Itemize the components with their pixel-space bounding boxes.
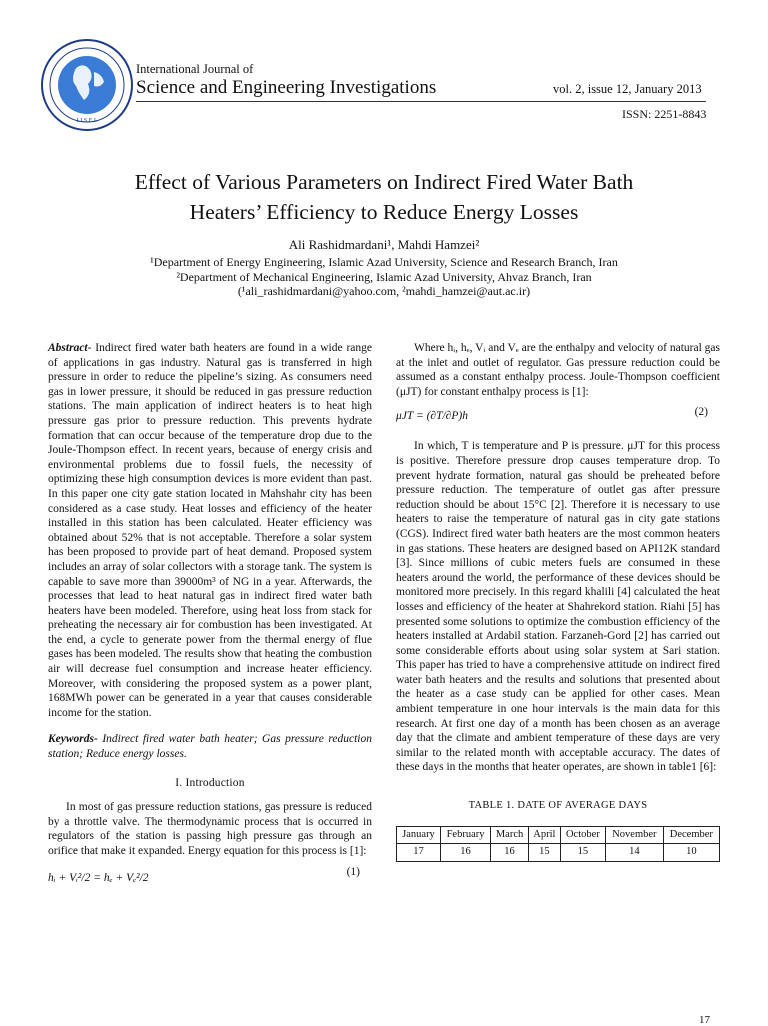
table-1: [396, 826, 720, 862]
table-cell: April: [528, 826, 560, 844]
equation-2: [396, 401, 720, 437]
journal-logo: [40, 38, 134, 132]
table-1-caption: TABLE 1. DATE OF AVERAGE DAYS: [468, 800, 648, 812]
table-row-days: [397, 844, 720, 862]
table-cell: 10: [663, 844, 719, 862]
intro-paragraph: In most of gas pressure reduction stations, gas pressure is reduced by a throttle valve. The thermodynamic process that is occurred in regulators of the station is passing high pressure gas through an orifice that make it expanded. Energy equation for this process is [1]:: [48, 801, 372, 857]
abstract-label: Abstract: [48, 342, 88, 354]
table-cell: October: [560, 826, 605, 844]
equation-1: [48, 861, 372, 897]
table-cell: March: [491, 826, 529, 844]
journal-name-line2: Science and Engineering Investigations: [136, 77, 437, 98]
equation-1-number: (1): [346, 865, 360, 878]
right-column: [396, 341, 720, 862]
keywords: [48, 732, 372, 761]
header-rule: [136, 101, 706, 102]
table-cell: January: [397, 826, 441, 844]
title-line-2: Heaters’ Efficiency to Reduce Energy Losses: [189, 200, 579, 224]
table-cell: 16: [491, 844, 529, 862]
page-number: 17: [699, 1014, 710, 1026]
table-cell: December: [663, 826, 719, 844]
table-cell: 17: [397, 844, 441, 862]
abstract: [48, 341, 372, 720]
table-cell: 15: [528, 844, 560, 862]
table-cell: November: [606, 826, 664, 844]
volume-info: vol. 2, issue 12, January 2013: [553, 82, 702, 96]
issn: ISSN: 2251-8843: [622, 107, 707, 121]
left-column: [48, 341, 372, 899]
table-cell: February: [440, 826, 490, 844]
section-heading-introduction: I. Introduction: [175, 776, 245, 789]
table-cell: 16: [440, 844, 490, 862]
affiliation-1: ¹Department of Energy Engineering, Islamic Azad University, Science and Research Branch, Iran: [150, 255, 618, 269]
keywords-label: Keywords-: [48, 733, 98, 746]
table-cell: 15: [560, 844, 605, 862]
title-line-1: Effect of Various Parameters on Indirect Fired Water Bath: [134, 170, 634, 194]
equation-2-number: (2): [694, 406, 708, 419]
affiliations: [40, 255, 728, 299]
paper-title: [40, 167, 728, 227]
logo-text: I.J.S.E.I.: [76, 118, 98, 124]
right-paragraph-2: In which, T is temperature and P is pressure. μJT for this process is positive. Therefore pressure drop causes temperature drop. To prevent hydrate formation, natural gas should be preheated before pressure reduction. The temperature of outlet gas after pressure reduction should be about 15°C [2]. Therefore it is necessary to use heaters to raise the temperature of natural gas in city gate stations (CGS). Indirect fired water bath heaters are the most common heaters in gas stations. These heaters are designed based on API12K standard [3]. Since millions of cubic meters fuels are consumed in these heaters around the world, the performance of these devices should be monitored more precisely. In this regard khalili [4] calculated the heat losses and efficiency of the heater at Shahrekord station. Riahi [5] has presented some solutions to optimize the combustion efficiency of the heaters installed at Ardabil station. Farzaneh-Gord [2] has carried out some considerable efforts about using solar system at Sari station. This paper has tried to have a comprehensive attitude on indirect fired water bath heaters and the results and solutions that presented about the heater as a case study can be applied for other cases. Mean ambient temperature in one hour intervals is the main data for this research. At first one day of a month has been chosen as an average day that the climate and ambient temperature of these days are very similar to the related month with acceptable accuracy. The dates of these days in the months that heater operates, are shown in table1 [6]:: [396, 440, 720, 774]
authors: Ali Rashidmardani¹, Mahdi Hamzei²: [288, 237, 480, 252]
equation-2-text: μJT = (∂T/∂P)h: [396, 410, 468, 423]
affiliation-2: ²Department of Mechanical Engineering, Islamic Azad University, Ahvaz Branch, Iran: [176, 269, 592, 284]
right-paragraph-1: Where hᵢ, hₑ, Vᵢ and Vₑ are the enthalpy and velocity of natural gas at the inlet and outlet of regulator. Gas pressure reduction could be assumed as a constant enthalpy process. Joule-Thompson coefficient (μJT) for constant enthalpy process is [1]:: [396, 342, 720, 398]
equation-1-text: hᵢ + Vᵢ²/2 = hₑ + Vₑ²/2: [48, 871, 149, 884]
table-row-months: [397, 826, 720, 844]
table-cell: 14: [606, 844, 664, 862]
author-emails: (¹ali_rashidmardani@yahoo.com, ²mahdi_hamzei@aut.ac.ir): [237, 284, 531, 298]
journal-name-line1: International Journal of: [136, 62, 254, 76]
abstract-text: - Indirect fired water bath heaters are found in a wide range of applications in gas industry. Natural gas is transferred in high pressure in order to reduce the pipeline’s sizing. As consumers need gas in lower pressure, it should be reduced in gas pressure reduction stations. The main application of indirect heaters is to heat high pressure gas prior to pressure reduction. This prevents hydrate formation that can occur because of the temperature drop due to the Joule-Thompson effect. In recent years, because of energy crisis and environmental problems due to fossil fuels, the necessity of optimizing these high consumption devices is more evident than past. In this paper one city gate station located in Mahshahr city has been considered as a case study. Heat losses and efficiency of the heater installed in this station has been calculated. Heater efficiency was obtained about 52% that is not acceptable. Therefore a solar system has been proposed to provide part of heat demand. Proposed system includes an array of solar collectors with a storage tank. The system is capable to save more than 39000m³ of NG in a year. Afterwards, the processes that lead to heat natural gas in indirect fired water bath heaters have been modeled. Therefore, using heat loss from stack for preheating the necessary air for combustion has been investigated. At the end, a cycle to generate power from the thermal energy of flue gases has been modeled. The results show that heating the combustion air will decrease fuel consumption and increase heater efficiency. Moreover, with considering the proposed system as a power plant, 168MWh power can be generated in a year that causes considerable income for the station.: [48, 342, 372, 719]
keywords-text: Indirect fired water bath heater; Gas pressure reduction station; Reduce energy losses.: [48, 733, 372, 761]
